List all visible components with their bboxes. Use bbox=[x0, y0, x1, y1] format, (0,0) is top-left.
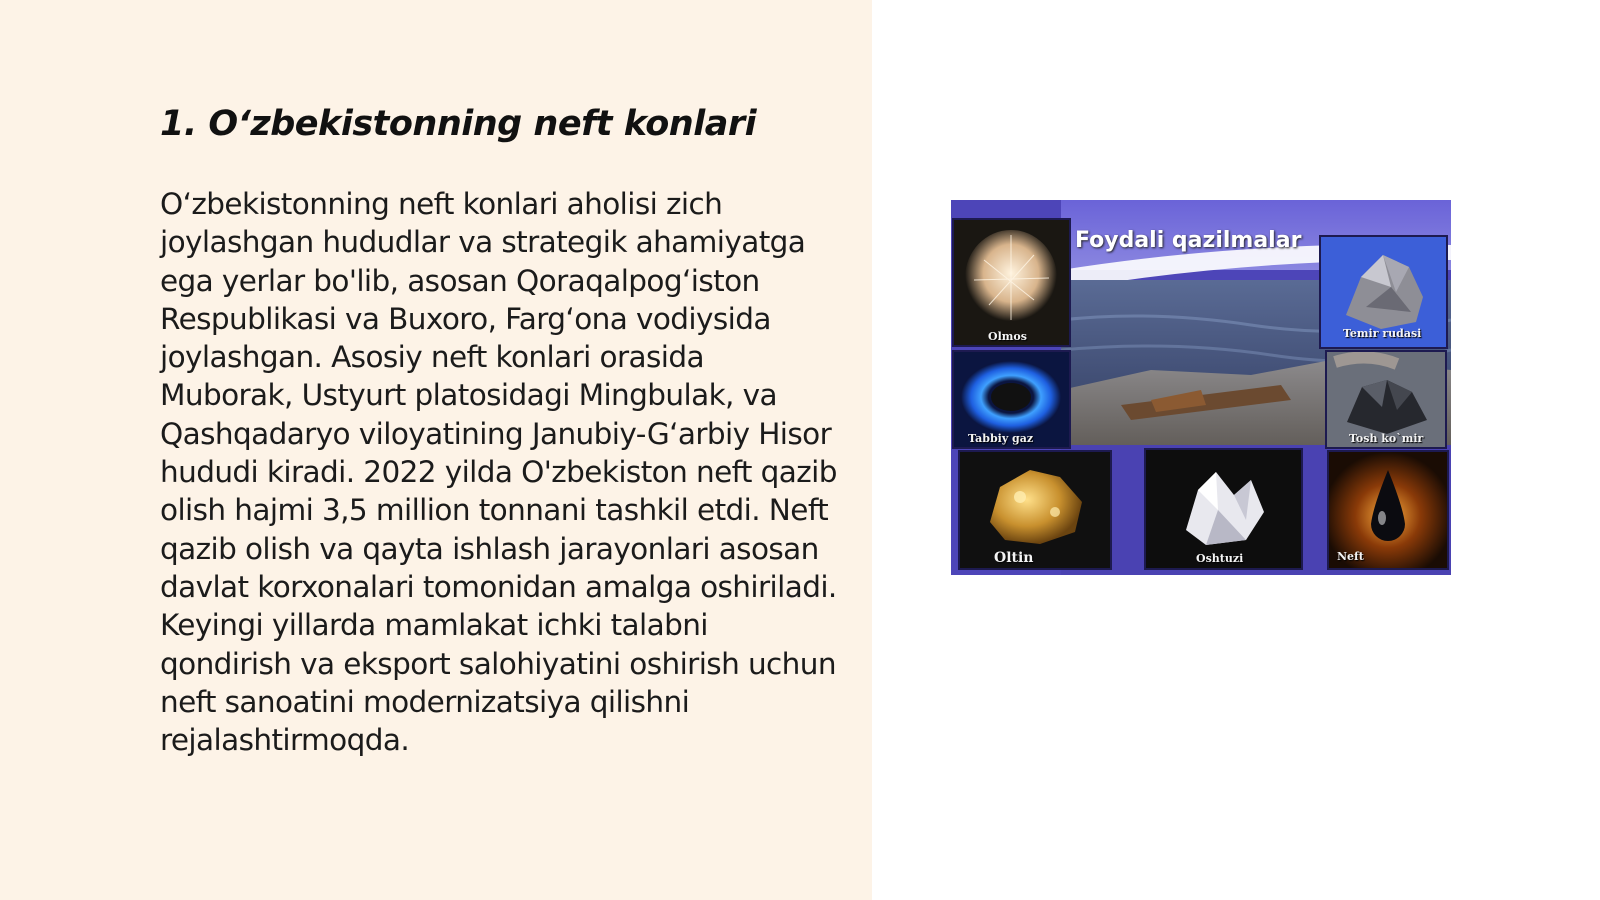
tile-olmos bbox=[952, 218, 1071, 347]
label-oshtuzi: Oshtuzi bbox=[1196, 552, 1244, 565]
salt-crystal-icon bbox=[1146, 450, 1301, 568]
slide-title: 1. O‘zbekistonning neft konlari bbox=[160, 104, 757, 144]
label-neft: Neft bbox=[1337, 550, 1364, 563]
tile-neft bbox=[1327, 450, 1449, 570]
label-temir-rudasi: Temir rudasi bbox=[1343, 327, 1422, 340]
label-oltin: Oltin bbox=[994, 550, 1034, 566]
tile-tosh-komir bbox=[1325, 350, 1447, 449]
diamond-crystals-icon bbox=[954, 220, 1069, 345]
tile-tabbiy-gaz bbox=[952, 350, 1071, 449]
minerals-illustration bbox=[951, 200, 1451, 575]
tile-oshtuzi bbox=[1144, 448, 1303, 570]
label-tosh-komir: Tosh ko`mir bbox=[1349, 432, 1424, 445]
label-tabbiy-gaz: Tabbiy gaz bbox=[968, 432, 1034, 445]
tile-oltin bbox=[958, 450, 1112, 570]
tile-temir-rudasi bbox=[1319, 235, 1448, 349]
label-olmos: Olmos bbox=[988, 330, 1027, 343]
slide-body-text: O‘zbekistonning neft konlari aholisi zich joylashgan hududlar va strategik ahamiyatga ega yerlar bo'lib, asosan Qoraqalpog‘iston Respublikasi va Buxoro, Farg‘ona vodiysida joylashgan. Asosiy neft konlari orasida Muborak, Ustyurt platosidagi Mingbulak, va Qashqadaryo viloyatining Janubiy-G‘arbiy Hisor hududi kiradi. 2022 yilda O'zbekiston neft qazib olish hajmi 3,5 million tonnani tashkil etdi. Neft qazib olish va qayta ishlash jarayonlari asosan davlat korxonalari tomonidan amalga oshiriladi. Keyingi yillarda mamlakat ichki talabni qondirish va eksport salohiyatini oshirish uchun neft sanoatini modernizatsiya qilishni rejalashtirmoqda. bbox=[160, 187, 837, 758]
gold-nugget-icon bbox=[960, 452, 1110, 568]
figure-title: Foydali qazilmalar bbox=[1075, 228, 1302, 253]
